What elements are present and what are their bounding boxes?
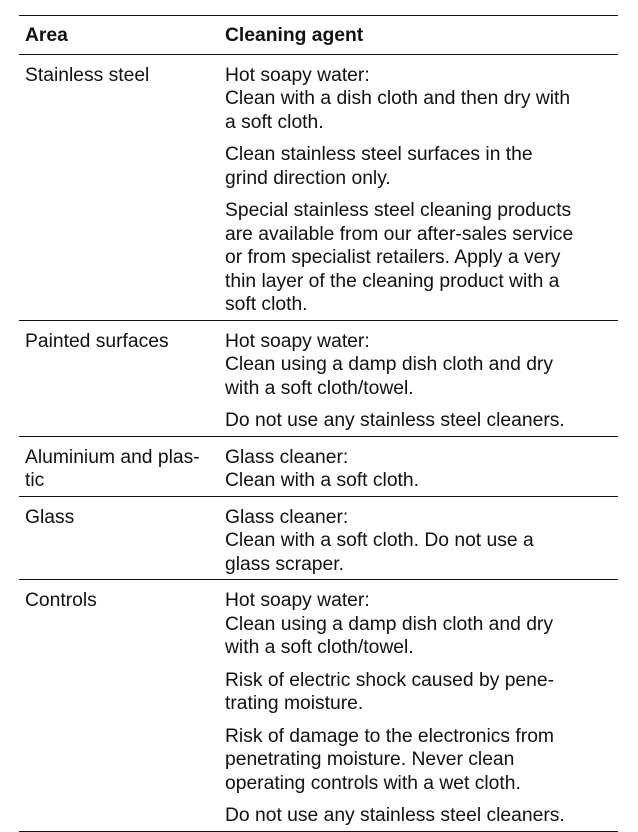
instruction-text-line: Glass cleaner: (225, 446, 349, 468)
header-cleaning-agent: Cleaning agent (225, 25, 364, 46)
instruction-paragraph (225, 330, 618, 401)
area-text-line: tic (25, 470, 45, 491)
instruction-text-line: are available from our after-sales service (225, 223, 574, 245)
cleaning-table (19, 15, 618, 832)
instruction-text-line: Clean stainless steel surfaces in the (225, 144, 533, 165)
area-cell (19, 589, 225, 828)
instruction-text-line: operating controls with a wet cloth. (225, 772, 521, 794)
instruction-text-line: Clean with a soft cloth. Do not use a (225, 530, 534, 551)
area-text-line: Controls (25, 590, 97, 611)
instruction-paragraph (225, 589, 618, 660)
instruction-paragraph (225, 506, 618, 577)
instruction-text-line: Clean with a soft cloth. (225, 470, 419, 491)
instruction-paragraph (225, 804, 618, 828)
area-text-line: Glass (25, 506, 75, 528)
instruction-text-line: with a soft cloth/towel. (225, 637, 414, 658)
instruction-text-line: with a soft cloth/towel. (225, 377, 414, 399)
instruction-text-line: glass scraper. (225, 553, 344, 575)
instruction-text-line: Risk of electric shock caused by pene- (225, 669, 555, 691)
area-text-line: Painted surfaces (25, 330, 169, 352)
table-body (19, 55, 618, 832)
cleaning-agent-cell (225, 64, 618, 317)
table-row (19, 321, 618, 437)
instruction-text-line: trating moisture. (225, 693, 364, 714)
instruction-paragraph (225, 64, 618, 135)
area-cell (19, 330, 225, 433)
instruction-text-line: thin layer of the cleaning product with a (225, 270, 560, 292)
instruction-text-line: Special stainless steel cleaning products (225, 200, 572, 221)
instruction-paragraph (225, 409, 618, 433)
table-row (19, 580, 618, 832)
instruction-text-line: Clean using a damp dish cloth and dry (225, 613, 553, 635)
instruction-text-line: penetrating moisture. Never clean (225, 749, 515, 770)
cleaning-agent-cell (225, 589, 618, 828)
instruction-paragraph (225, 725, 618, 796)
instruction-text-line: Hot soapy water: (225, 330, 370, 352)
instruction-text-line: soft cloth. (225, 294, 308, 315)
instruction-text-line: Do not use any stainless steel cleaners. (225, 410, 565, 431)
instruction-text-line: Do not use any stainless steel cleaners. (225, 805, 565, 826)
cleaning-agent-cell (225, 330, 618, 433)
table-row (19, 55, 618, 321)
instruction-text-line: or from specialist retailers. Apply a very (225, 247, 561, 268)
instruction-text-line: Hot soapy water: (225, 64, 370, 86)
instruction-text-line: Hot soapy water: (225, 590, 370, 611)
instruction-paragraph (225, 143, 618, 190)
cleaning-agent-cell (225, 506, 618, 577)
area-cell (19, 64, 225, 317)
area-text-line: Stainless steel (25, 64, 150, 86)
area-cell (19, 506, 225, 577)
header-area: Area (25, 25, 68, 46)
instruction-paragraph (225, 669, 618, 716)
area-cell (19, 446, 225, 493)
instruction-text-line: Risk of damage to the electronics from (225, 725, 554, 747)
instruction-paragraph (225, 446, 618, 493)
instruction-text-line: Clean using a damp dish cloth and dry (225, 354, 553, 375)
table-header-row (19, 16, 618, 55)
table-row (19, 437, 618, 497)
table-row (19, 497, 618, 581)
area-text-line: Aluminium and plas- (25, 446, 200, 468)
instruction-text-line: a soft cloth. (225, 111, 324, 133)
instruction-text-line: Glass cleaner: (225, 506, 349, 528)
instruction-text-line: Clean with a dish cloth and then dry with (225, 88, 571, 109)
instruction-paragraph (225, 199, 618, 317)
instruction-text-line: grind direction only. (225, 167, 391, 189)
cleaning-agent-cell (225, 446, 618, 493)
